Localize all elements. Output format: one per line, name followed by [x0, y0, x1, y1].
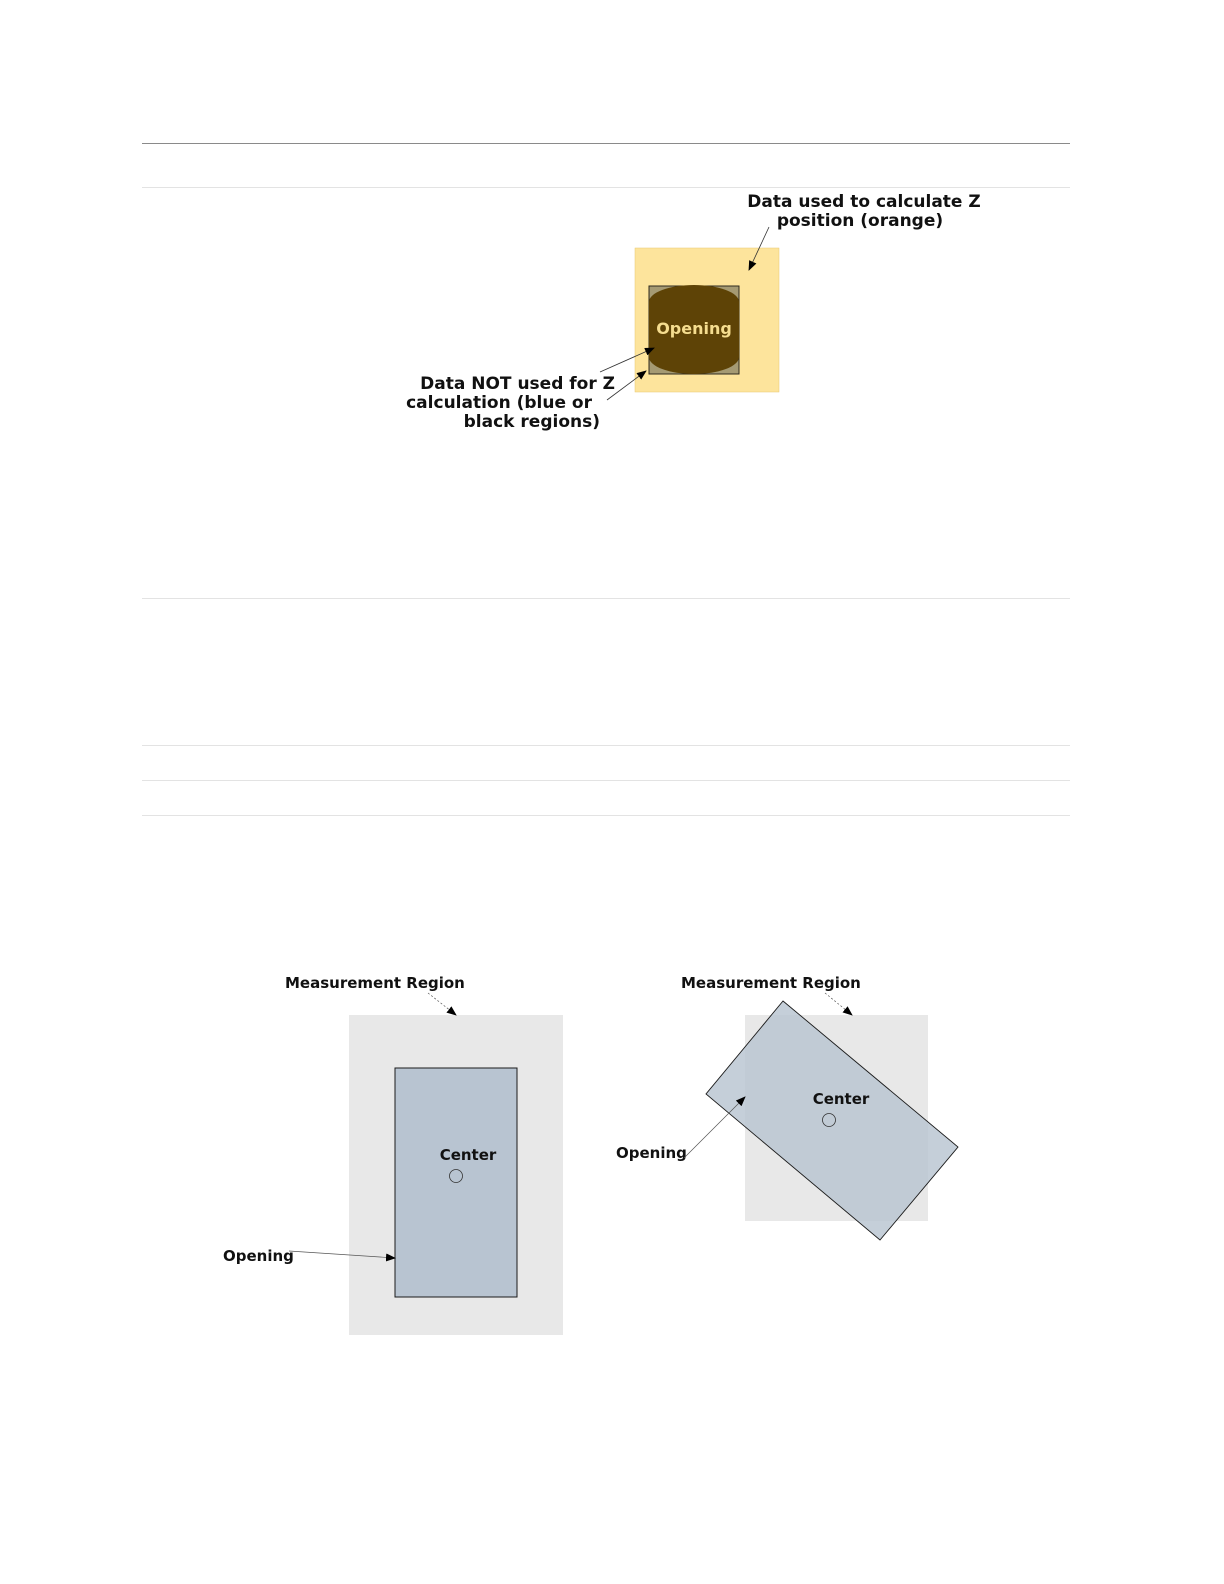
measurement-region-label: Measurement Region: [285, 974, 465, 992]
opening-label: Opening: [223, 1247, 294, 1265]
center-label: Center: [812, 1090, 870, 1108]
aligned-opening-diagram: [223, 974, 563, 1335]
opening-arrow: [684, 1097, 745, 1158]
rotated-opening-diagram: [616, 974, 958, 1240]
z-not-used-label-line1: Data NOT used for Z: [420, 374, 615, 394]
measurement-region-arrow: [825, 993, 852, 1015]
center-label: Center: [439, 1146, 497, 1164]
opening-label: Opening: [656, 319, 732, 338]
z-used-label-line2: position (orange): [776, 211, 944, 231]
z-not-used-label-line3: black regions): [463, 412, 600, 432]
opening-label: Opening: [616, 1144, 687, 1162]
z-used-label-line1: Data used to calculate Z: [747, 192, 981, 212]
z-not-used-label-line2: calculation (blue or: [406, 393, 592, 413]
measurement-region-label: Measurement Region: [681, 974, 861, 992]
measurement-region-arrow: [428, 993, 456, 1015]
z-calculation-diagram: [406, 192, 981, 432]
